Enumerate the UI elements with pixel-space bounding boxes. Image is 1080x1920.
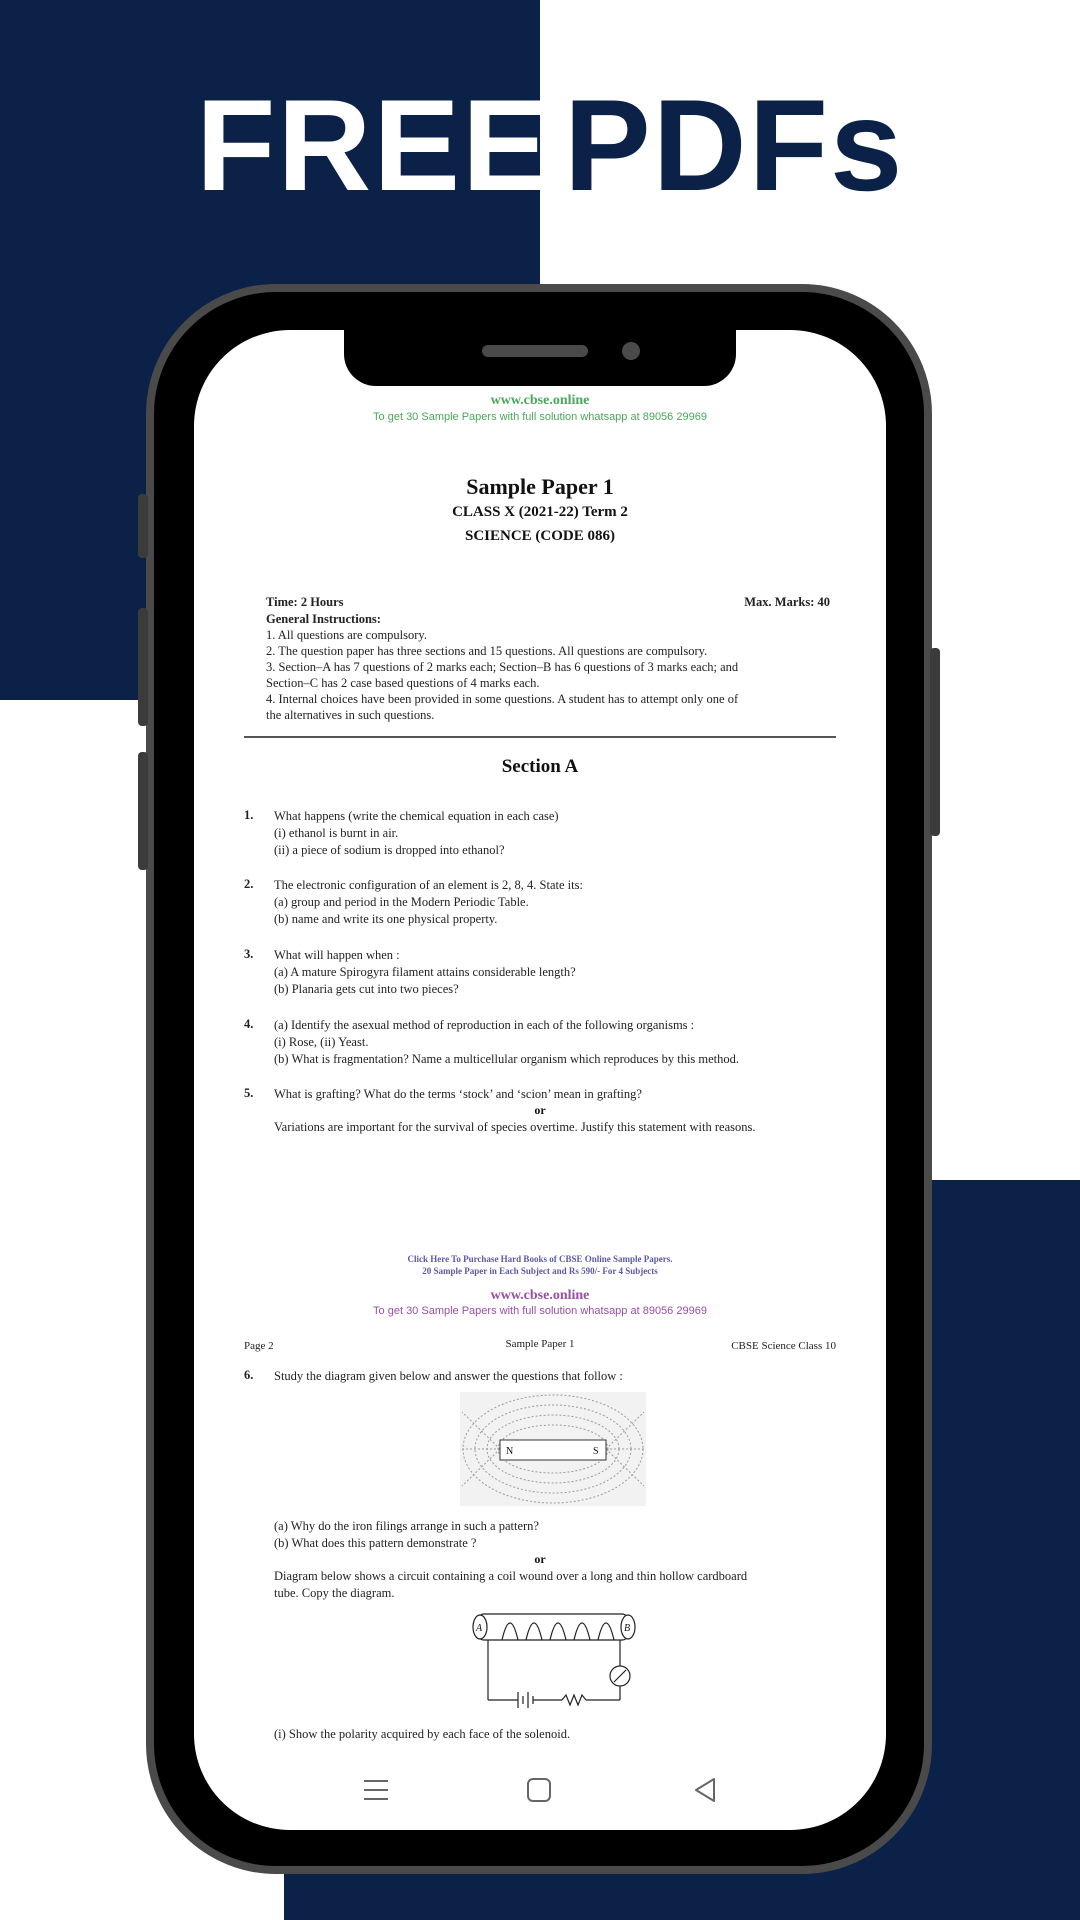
question-number: 6. bbox=[244, 1368, 254, 1382]
purchase-offer-text: 20 Sample Paper in Each Subject and Rs 590/- For 4 Subjects bbox=[422, 1266, 658, 1276]
hero-word-pdfs: PDFs bbox=[564, 72, 905, 218]
page1-site-link[interactable]: www.cbse.online bbox=[490, 393, 590, 408]
phone-notch bbox=[344, 330, 736, 386]
page2-site-link[interactable]: www.cbse.online bbox=[490, 1288, 590, 1303]
coil-end-b-label: B bbox=[624, 1623, 631, 1634]
question-line: (b) What does this pattern demonstrate ? bbox=[274, 1536, 477, 1550]
back-icon[interactable] bbox=[692, 1775, 718, 1805]
front-camera bbox=[622, 342, 640, 360]
magnet-south-label: S bbox=[593, 1446, 599, 1457]
question-line: (b) Planaria gets cut into two pieces? bbox=[274, 982, 459, 996]
question-line: (b) What is fragmentation? Name a multicellular organism which reproduces by this method. bbox=[274, 1052, 740, 1066]
question-line: The electronic configuration of an element is 2, 8, 4. State its: bbox=[274, 878, 583, 892]
question-line: (a) Identify the asexual method of reproduction in each of the following organisms : bbox=[274, 1018, 695, 1032]
max-marks-label: Max. Marks: 40 bbox=[744, 595, 830, 609]
instruction-line: 3. Section–A has 7 questions of 2 marks each; Section–B has 6 questions of 3 marks each; and bbox=[266, 660, 739, 674]
question-line: What is grafting? What do the terms ‘stock’ and ‘scion’ mean in grafting? bbox=[274, 1087, 642, 1101]
running-header-title: Sample Paper 1 bbox=[505, 1338, 575, 1350]
magnet-north-label: N bbox=[506, 1446, 514, 1457]
question-line: (a) Why do the iron filings arrange in such a pattern? bbox=[274, 1519, 539, 1533]
phone-screen bbox=[194, 330, 886, 1830]
section-heading: Section A bbox=[501, 756, 579, 777]
coil-end-a-label: A bbox=[476, 1623, 483, 1634]
question-line: (a) group and period in the Modern Periodic Table. bbox=[274, 895, 529, 909]
question-number: 1. bbox=[244, 808, 254, 822]
running-header-subject: CBSE Science Class 10 bbox=[731, 1340, 836, 1352]
general-instructions-heading: General Instructions: bbox=[266, 612, 381, 626]
menu-icon[interactable] bbox=[362, 1775, 390, 1805]
hero-word-free: FREE bbox=[196, 72, 551, 218]
question-number: 4. bbox=[244, 1017, 254, 1031]
question-line: Diagram below shows a circuit containing a coil wound over a long and thin hollow cardboard bbox=[274, 1569, 748, 1583]
bar-magnet-field-diagram bbox=[460, 1392, 646, 1506]
phone-mute-switch bbox=[138, 494, 148, 558]
question-line: What will happen when : bbox=[274, 948, 400, 962]
class-line: CLASS X (2021-22) Term 2 bbox=[452, 504, 628, 520]
home-icon-glyph bbox=[526, 1775, 552, 1805]
instruction-line: 2. The question paper has three sections and 15 questions. All questions are compulsory. bbox=[266, 644, 708, 658]
question-line: (ii) a piece of sodium is dropped into ethanol? bbox=[274, 843, 505, 857]
purchase-link[interactable]: Click Here To Purchase Hard Books of CBSE Online Sample Papers. bbox=[407, 1254, 673, 1264]
question-line: What happens (write the chemical equation in each case) bbox=[274, 809, 559, 823]
back-icon-glyph bbox=[692, 1775, 718, 1805]
question-line: (i) Rose, (ii) Yeast. bbox=[274, 1035, 369, 1049]
divider-rule bbox=[244, 736, 836, 738]
phone-volume-up-button bbox=[138, 608, 148, 726]
phone-volume-down-button bbox=[138, 752, 148, 870]
time-label: Time: 2 Hours bbox=[266, 595, 344, 609]
question-line: (a) A mature Spirogyra filament attains considerable length? bbox=[274, 965, 576, 979]
phone-power-button bbox=[930, 648, 940, 836]
question-line: (b) name and write its one physical property. bbox=[274, 912, 498, 926]
page2-promo-text: To get 30 Sample Papers with full solution whatsapp at 89056 29969 bbox=[373, 1305, 707, 1317]
question-line: tube. Copy the diagram. bbox=[274, 1586, 395, 1600]
or-separator: or bbox=[534, 1103, 546, 1117]
menu-icon-glyph bbox=[362, 1775, 390, 1805]
question-number: 3. bbox=[244, 947, 254, 961]
question-number: 2. bbox=[244, 877, 254, 891]
question-line: (i) ethanol is burnt in air. bbox=[274, 826, 399, 840]
question-number: 5. bbox=[244, 1086, 254, 1100]
question-line: (i) Show the polarity acquired by each face of the solenoid. bbox=[274, 1727, 571, 1741]
instruction-line: Section–C has 2 case based questions of 4 marks each. bbox=[266, 676, 540, 690]
solenoid-circuit-diagram bbox=[470, 1606, 640, 1716]
instruction-line: 1. All questions are compulsory. bbox=[266, 628, 427, 642]
instruction-line: 4. Internal choices have been provided in some questions. A student has to attempt only one of bbox=[266, 692, 739, 706]
question-line: Study the diagram given below and answer the questions that follow : bbox=[274, 1369, 623, 1383]
home-icon[interactable] bbox=[526, 1775, 552, 1805]
page1-promo-text: To get 30 Sample Papers with full solution whatsapp at 89056 29969 bbox=[373, 411, 707, 423]
paper-title: Sample Paper 1 bbox=[466, 474, 614, 499]
speaker-grille bbox=[482, 345, 588, 357]
page-number: Page 2 bbox=[244, 1340, 274, 1352]
or-separator: or bbox=[534, 1552, 546, 1566]
question-line: Variations are important for the survival of species overtime. Justify this statement with reasons. bbox=[274, 1120, 756, 1134]
subject-line: SCIENCE (CODE 086) bbox=[464, 528, 615, 544]
instruction-line: the alternatives in such questions. bbox=[266, 708, 435, 722]
hero-heading bbox=[0, 70, 1080, 218]
